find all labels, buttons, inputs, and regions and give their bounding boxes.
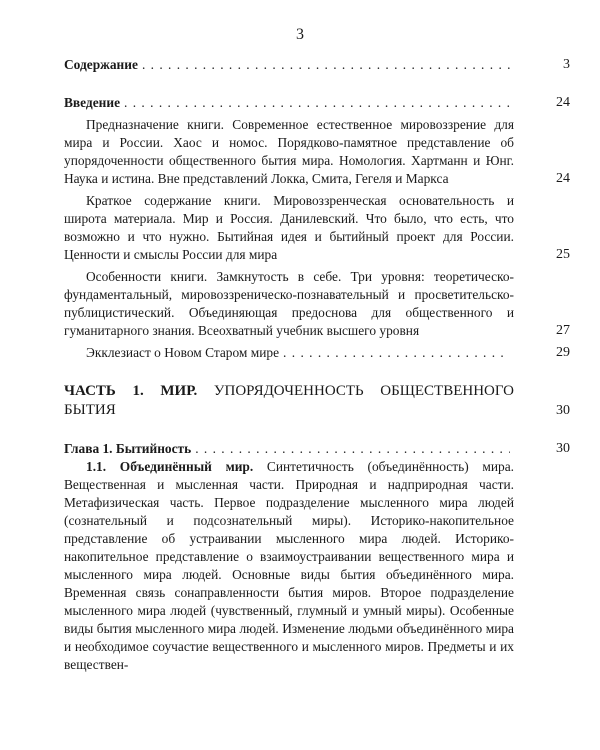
toc-text-section-1-1 [64,458,514,674]
toc-text-intro-sub3: Особенности книги. Замкнутость в себе. Три уровня: теоретическо-фундаментальный, мировоззреническо-познавательный и просветительско-публицистический. Объединяющая предоснова для общественного и гуманитарного знания. Всеохватный учебник высшего уровня [64,269,514,338]
dot-leader [142,56,510,74]
toc-entry-intro-sub4[interactable] [64,344,570,362]
toc-part1-label: ЧАСТЬ 1. МИР. [64,383,198,399]
dot-leader [283,344,510,362]
toc-entry-section-1-1[interactable] [64,458,514,674]
toc-title-chapter1: Глава 1. Бытийность [64,441,192,456]
toc-page-intro-sub1: 24 [556,171,570,186]
toc-entry-intro-sub3[interactable] [64,268,570,340]
toc-text-intro-sub4: Экклезиаст о Новом Старом мире [86,345,280,360]
toc-page-intro-sub3: 27 [556,323,570,338]
toc-page-intro-sub2: 25 [556,247,570,262]
toc-entry-part1[interactable] [64,382,570,420]
dot-leader [195,440,510,458]
toc-part1-title: УПОРЯДОЧЕННОСТЬ ОБЩЕСТВЕННОГО БЫТИЯ [64,383,514,418]
toc-page-part1: 30 [556,403,570,418]
toc-text-intro-sub1: Предназначение книги. Современное естественное мировоззрение для мира и России. Хаос и номос. Порядково-памятное представление об упорядоченности общественного бытия мира. Номология. Хартманн и Юнг. Наука и истина. Вне представлений Локка, Смита, Гегеля и Маркса [64,117,514,186]
toc-title-contents: Содержание [64,57,138,72]
page-number: 3 [296,26,304,43]
dot-leader [124,94,510,112]
toc-entry-intro-sub2[interactable] [64,192,570,264]
toc-entry-intro-sub1[interactable] [64,116,570,188]
toc-text-intro-sub2: Краткое содержание книги. Мировоззренческая основательность и широта материала. Мир и Россия. Данилевский. Что было, что есть, что возможно и что нужно. Бытийная идея и бытийный проект для России. Ценности и смыслы России для мира [64,193,514,262]
toc-page-contents: 3 [563,57,570,72]
toc-page-intro-sub4: 29 [556,345,570,360]
toc-page-chapter1: 30 [556,441,570,456]
toc-entry-chapter1[interactable] [64,440,570,458]
table-of-contents [64,56,570,674]
toc-page-intro: 24 [556,95,570,110]
toc-entry-intro[interactable] [64,94,570,112]
toc-title-intro: Введение [64,95,121,110]
toc-title-section-1-1: 1.1. Объединённый мир. [86,459,254,474]
toc-entry-contents[interactable] [64,56,570,74]
toc-body-section-1-1: Синтетичность (объединённость) мира. Вещественная и мысленная части. Природная и надприродная части. Метафизическая часть. Первое подразделение мысленного мира людей (сознательный и подсознательный миры). Историко-накопительное представление об устраивании мысленного мира людей. Историко-накопительное представление о взаимоустраивании вещественного мира и мысленного мира людей. Основные виды бытия объединённого мира. Временная связь сонаправленности бытия миров. Второе подразделение мысленного мира людей (чувственный, глумный и умный миры). Особенные виды бытия мысленного мира людей. Изменение людьми объединённого мира и необходимое соучастие вещественного и мысленного миров. Предметы и их веществен- [64,459,514,672]
